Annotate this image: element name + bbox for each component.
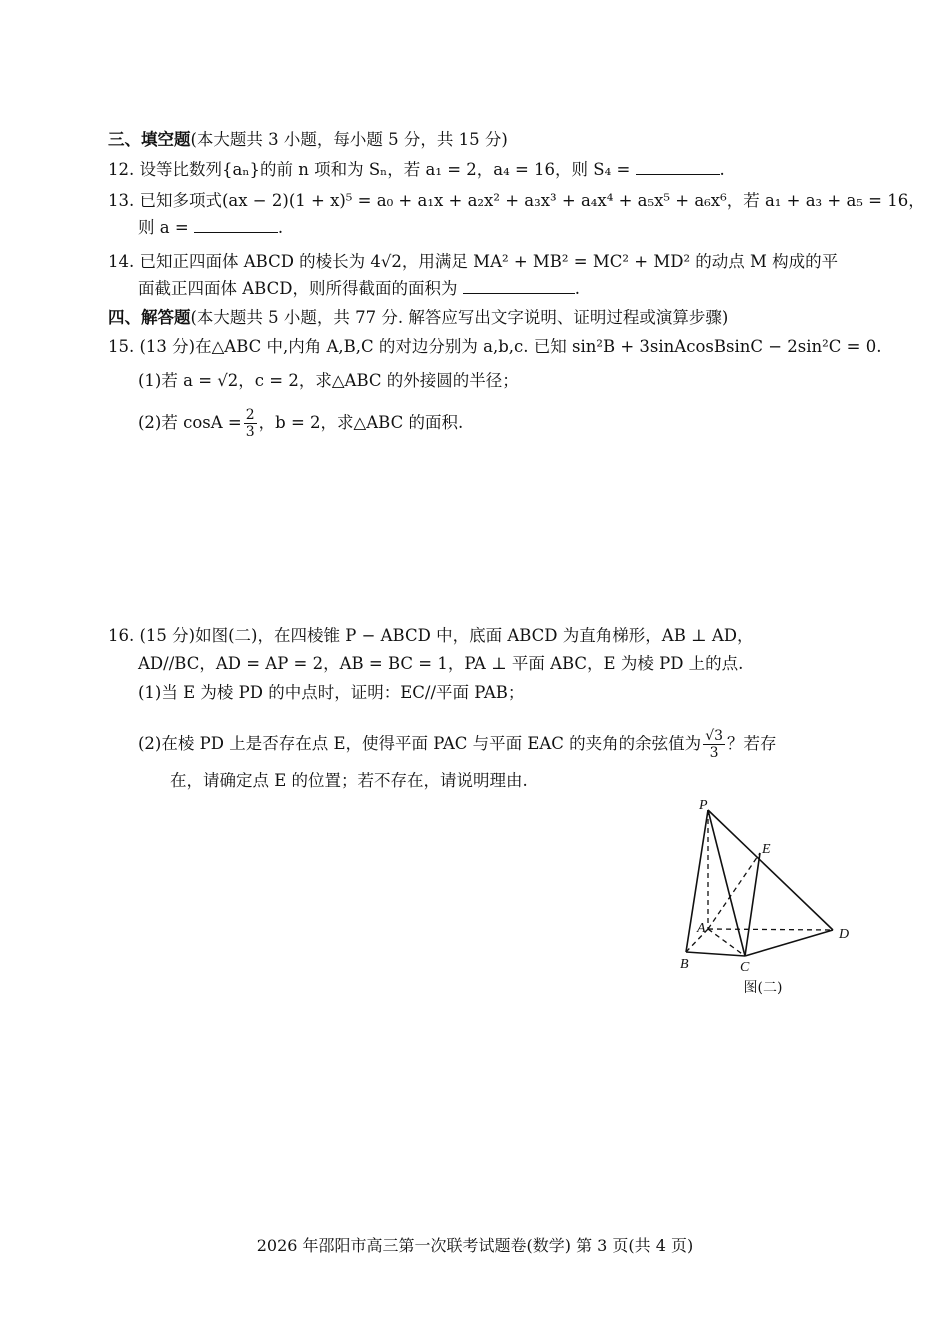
question-15-part-2 <box>138 407 463 440</box>
question-16-stem-line-1: 16. (15 分)如图(二)，在四棱锥 P − ABCD 中，底面 ABCD 为直角梯形，AB ⊥ AD， <box>108 626 754 645</box>
question-14-line-1: 14. 已知正四面体 ABCD 的棱长为 4√2，用满足 MA² + MB² = MC² + MD² 的动点 M 构成的平 <box>108 252 839 271</box>
segment-EC <box>745 853 760 956</box>
question-15-part-2-b: ，b = 2，求△ABC 的面积. <box>258 413 464 432</box>
section-3-num: 三、 <box>108 130 141 149</box>
answer-blank-13[interactable] <box>194 216 278 233</box>
section-4-title: 解答题 <box>141 308 191 327</box>
label-C: C <box>740 960 750 975</box>
fraction-denominator: 3 <box>709 745 719 761</box>
label-D: D <box>839 927 850 942</box>
segment-AE <box>708 853 760 929</box>
section-4-note: (本大题共 5 小题，共 77 分. 解答应写出文字说明、证明过程或演算步骤) <box>190 308 729 327</box>
question-16-part-1: (1)当 E 为棱 PD 的中点时，证明：EC//平面 PAB； <box>138 683 525 702</box>
question-12-text: 12. 设等比数列{aₙ}的前 n 项和为 Sₙ，若 a₁ = 2，a₄ = 16，则 S₄ = <box>108 160 631 179</box>
fraction-two-thirds <box>244 407 257 440</box>
fraction-numerator: √3 <box>705 728 724 744</box>
question-16-part-2-cont: 在，请确定点 E 的位置；若不存在，请说明理由. <box>170 771 528 790</box>
section-4-num: 四、 <box>108 308 141 327</box>
question-15-stem: 15. (13 分)在△ABC 中,内角 A,B,C 的对边分别为 a,b,c. 已知 sin²B + 3sinAcosBsinC − 2sin²C = 0. <box>108 337 882 356</box>
question-14-line-2: 面截正四面体 ABCD，则所得截面的面积为 . <box>138 279 580 298</box>
label-B: B <box>680 957 689 972</box>
edge-AD <box>708 929 833 930</box>
section-3-heading <box>108 128 508 152</box>
edge-CD <box>745 930 833 956</box>
label-E: E <box>762 842 771 857</box>
fraction-numerator: 2 <box>245 407 255 423</box>
figure-caption: 图(二) <box>743 980 783 996</box>
section-4-heading <box>108 306 728 330</box>
section-3-title: 填空题 <box>141 130 191 149</box>
question-13-line-2: 则 a = . <box>138 218 284 237</box>
fraction-denominator: 3 <box>245 424 255 440</box>
answer-blank-14[interactable] <box>463 277 575 294</box>
question-12: 12. 设等比数列{aₙ}的前 n 项和为 Sₙ，若 a₁ = 2，a₄ = 16，则 S₄ = . <box>108 160 725 179</box>
pyramid-figure <box>670 790 860 1010</box>
question-13-line-2-text: 则 a = <box>138 218 189 237</box>
section-3-note: (本大题共 3 小题，每小题 5 分，共 15 分) <box>190 130 508 149</box>
answer-blank-12[interactable] <box>636 158 720 175</box>
question-16-part-2-b: ？若存 <box>727 734 777 753</box>
edge-PD <box>708 810 833 930</box>
page-footer: 2026 年邵阳市高三第一次联考试题卷(数学) 第 3 页(共 4 页) <box>256 1236 694 1255</box>
question-16-stem-line-2: AD//BC，AD = AP = 2，AB = BC = 1，PA ⊥ 平面 ABC，E 为棱 PD 上的点. <box>138 654 744 673</box>
question-15-part-1: (1)若 a = √2，c = 2，求△ABC 的外接圆的半径； <box>138 371 519 390</box>
label-A: A <box>697 921 706 936</box>
question-15-part-2-a: (2)若 cosA = <box>138 413 242 432</box>
label-P: P <box>699 798 708 813</box>
question-13-line-1: 13. 已知多项式(ax − 2)(1 + x)⁵ = a₀ + a₁x + a₂x² + a₃x³ + a₄x⁴ + a₅x⁵ + a₆x⁶，若 a₁ + a₃ + a₅ = 16， <box>108 191 925 210</box>
question-16-part-2 <box>138 728 777 761</box>
question-14-line-2-text: 面截正四面体 ABCD，则所得截面的面积为 <box>138 279 458 298</box>
fraction-sqrt3-over-3 <box>703 728 725 761</box>
edge-BC <box>686 952 745 956</box>
question-16-part-2-a: (2)在棱 PD 上是否存在点 E，使得平面 PAC 与平面 EAC 的夹角的余弦值为 <box>138 734 702 753</box>
